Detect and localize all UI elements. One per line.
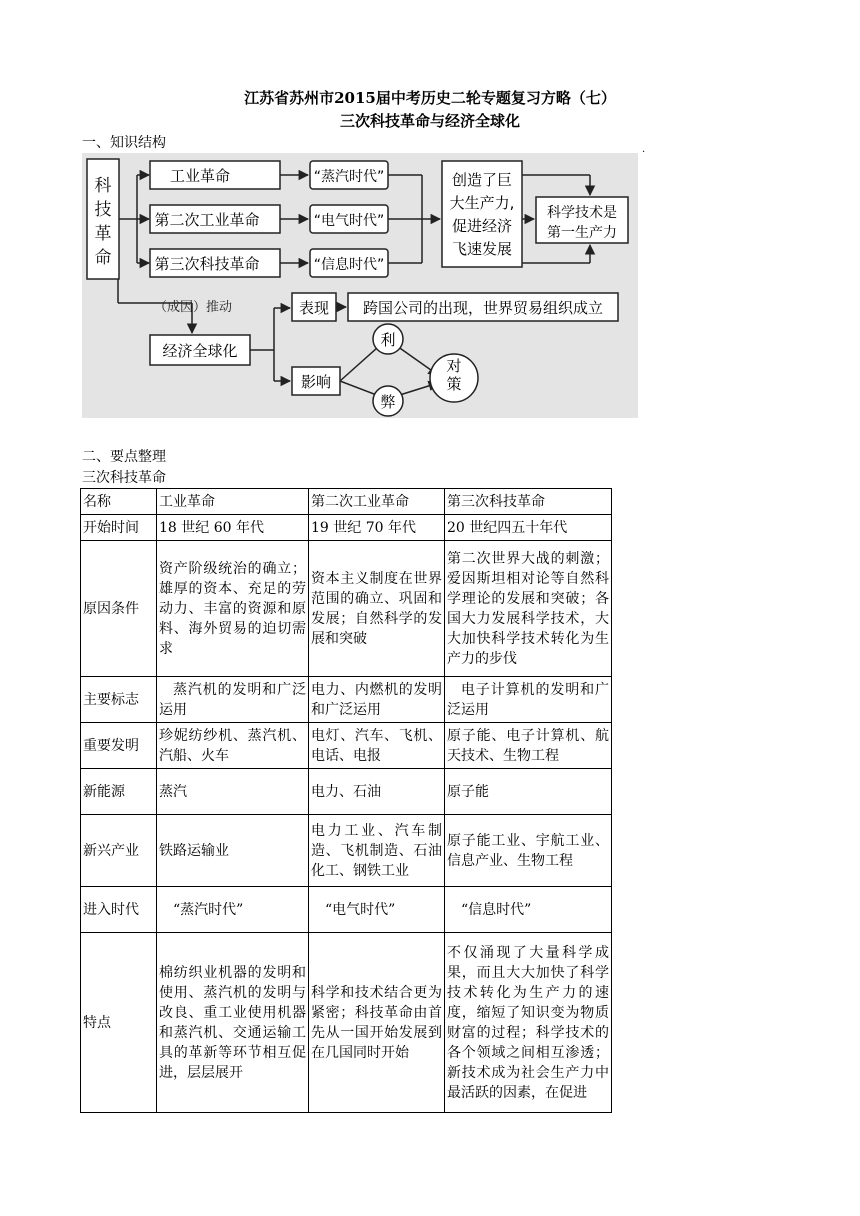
table-cell: 科学和技术结合更为紧密；科技革命由首先从一国开始发展到在几国同时开始 (309, 933, 445, 1113)
table-row (81, 541, 612, 677)
table-cell: 电子计算机的发明和广泛运用 (445, 677, 612, 723)
table-cell: 原子能 (445, 769, 612, 815)
diagram-push: （成因）推动 (154, 300, 233, 315)
table-cell: 电灯、汽车、飞机、电话、电报 (309, 723, 445, 769)
table-cell: 资本主义制度在世界范围的确立、巩固和发展；自然科学的发展和突破 (309, 541, 445, 677)
table-cell: 蒸汽 (157, 769, 309, 815)
knowledge-structure-diagram (82, 153, 638, 418)
diagram-impact: 影响 (300, 373, 332, 391)
table-cell: 电力工业、汽车制造、飞机制造、石油化工、钢铁工业 (309, 815, 445, 887)
diagram-rev1: 工业革命 (169, 167, 231, 185)
table-cell: 原子能、电子计算机、航天技术、生物工程 (445, 723, 612, 769)
table-header-cell: 第三次科技革命 (445, 489, 612, 515)
table-cell: “信息时代” (445, 887, 612, 933)
table-row (81, 815, 612, 887)
diagram-effect: 创造了巨大生产力,促进经济飞速发展 (449, 171, 515, 258)
table-cell: 电力、石油 (309, 769, 445, 815)
diagram-era2: “电气时代” (313, 213, 385, 229)
table-cell: 19 世纪 70 年代 (309, 515, 445, 541)
table-row (81, 723, 612, 769)
diagram-rev2: 第二次工业革命 (154, 211, 260, 229)
table-cell: “电气时代” (309, 887, 445, 933)
diagram-con: 弊 (380, 393, 396, 411)
table-cell: 第二次世界大战的刺激；爱因斯坦相对论等自然科学理论的发展和突破；各国大力发展科学技术，大大加快科学技术转化为生产力的步伐 (445, 541, 612, 677)
table-cell: “蒸汽时代” (157, 887, 309, 933)
table-header-cell: 名称 (81, 489, 157, 515)
diagram-rev3: 第三次科技革命 (154, 255, 260, 273)
table-cell: 重要发明 (81, 723, 157, 769)
table-cell: 蒸汽机的发明和广泛运用 (157, 677, 309, 723)
diagram-conclusion: 科学技术是第一生产力 (547, 205, 617, 241)
table-cell: 铁路运输业 (157, 815, 309, 887)
table-cell: 18 世纪 60 年代 (157, 515, 309, 541)
diagram-era1: “蒸汽时代” (313, 169, 385, 185)
diagram-era3: “信息时代” (313, 257, 385, 273)
table-cell: 棉纺织业机器的发明和使用、蒸汽机的发明与改良、重工业使用机器和蒸汽机、交通运输工具的革新等环节相互促进，层层展开 (157, 933, 309, 1113)
diagram-response: 对策 (446, 357, 462, 393)
table-cell: 特点 (81, 933, 157, 1113)
table-cell: 原子能工业、宇航工业、信息产业、生物工程 (445, 815, 612, 887)
stray-mark: . (642, 144, 646, 155)
table-cell: 不仅涌现了大量科学成果，而且大大加快了科学技术转化为生产力的速度，缩短了知识变为物质财富的过程；科学技术的各个领域之间相互渗透；新技术成为社会生产力中最活跃的因素，在促进 (445, 933, 612, 1113)
table-header-cell: 工业革命 (157, 489, 309, 515)
document-subtitle: 三次科技革命与经济全球化 (339, 112, 520, 130)
table-caption: 三次科技革命 (82, 470, 166, 486)
table-row (81, 677, 612, 723)
section-knowledge-structure: 一、知识结构 (82, 135, 166, 151)
table-row (81, 933, 612, 1113)
table-cell: 资产阶级统治的确立；雄厚的资本、充足的劳动力、丰富的资源和原料、海外贸易的迫切需求 (157, 541, 309, 677)
document-title: 江苏省苏州市2015届中考历史二轮专题复习方略（七） (244, 89, 616, 107)
diagram-left-label: 科技革命 (94, 176, 112, 268)
revolutions-table (80, 488, 612, 1113)
table-cell: 主要标志 (81, 677, 157, 723)
table-cell: 新兴产业 (81, 815, 157, 887)
section-key-points: 二、要点整理 (82, 449, 166, 465)
table-cell: 20 世纪四五十年代 (445, 515, 612, 541)
table-cell: 原因条件 (81, 541, 157, 677)
diagram-manifest: 表现 (298, 299, 330, 317)
diagram-manifest-content: 跨国公司的出现，世界贸易组织成立 (362, 299, 604, 317)
table-header-cell: 第二次工业革命 (309, 489, 445, 515)
table-cell: 进入时代 (81, 887, 157, 933)
table-row (81, 515, 612, 541)
diagram-pro: 利 (380, 331, 396, 349)
table-row (81, 769, 612, 815)
table-cell: 新能源 (81, 769, 157, 815)
table-row (81, 887, 612, 933)
table-cell: 珍妮纺纱机、蒸汽机、汽船、火车 (157, 723, 309, 769)
table-cell: 开始时间 (81, 515, 157, 541)
table-cell: 电力、内燃机的发明和广泛运用 (309, 677, 445, 723)
table-header-row (81, 489, 612, 515)
diagram-globalization: 经济全球化 (162, 342, 238, 360)
